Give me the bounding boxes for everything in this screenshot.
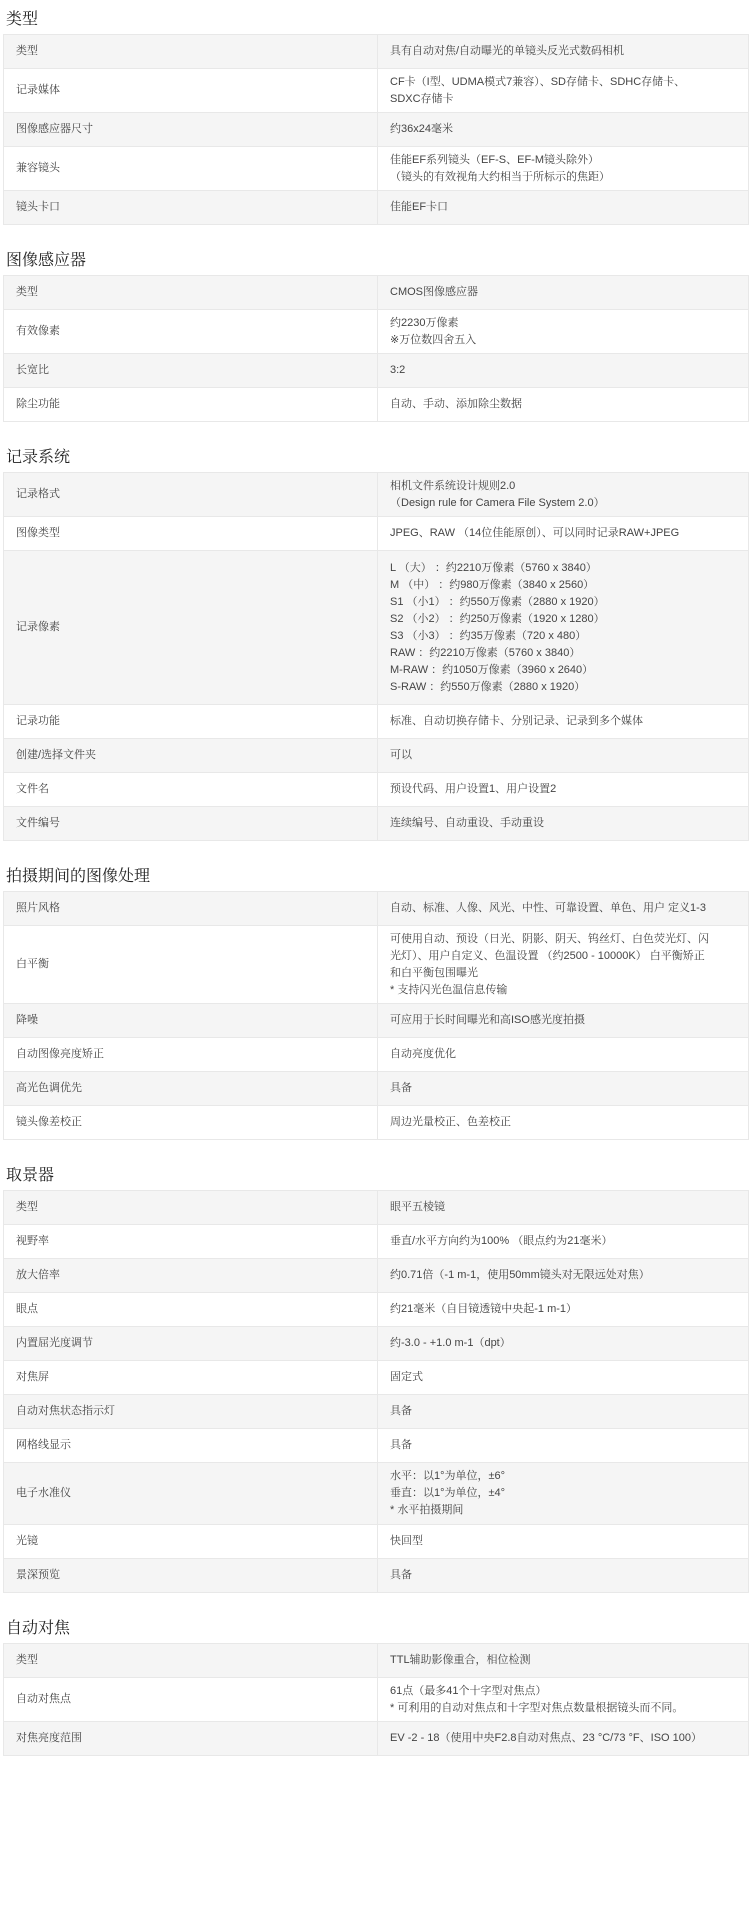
spec-label: 对焦屏: [4, 1361, 378, 1395]
spec-label: 类型: [4, 1191, 378, 1225]
spec-value-line: 标准、自动切换存储卡、分别记录、记录到多个媒体: [390, 715, 643, 727]
spec-label: 照片风格: [4, 892, 378, 926]
spec-value: [378, 517, 749, 551]
spec-value: [378, 1722, 749, 1756]
spec-value-line: （Design rule for Camera File System 2.0）: [390, 496, 605, 509]
spec-row: [4, 1038, 749, 1072]
section-gap: [0, 1593, 750, 1609]
spec-row: [4, 773, 749, 807]
spec-value: [378, 35, 749, 69]
spec-value: [378, 1225, 749, 1259]
spec-value-line: 固定式: [390, 1371, 423, 1383]
spec-value-line: 具备: [390, 1405, 412, 1417]
spec-value-line: ※万位数四舍五入: [390, 333, 477, 346]
spec-value-line: 可以: [390, 749, 412, 761]
spec-value-line: 具备: [390, 1439, 412, 1451]
spec-label: 白平衡: [4, 926, 378, 1004]
spec-value-line: JPEG、RAW （14位佳能原创）、可以同时记录RAW+JPEG: [390, 527, 680, 539]
spec-row: [4, 35, 749, 69]
spec-label: 对焦亮度范围: [4, 1722, 378, 1756]
spec-value: [378, 1293, 749, 1327]
spec-row: [4, 517, 749, 551]
spec-value-line: 自动、手动、添加除尘数据: [390, 398, 522, 410]
spec-row: [4, 705, 749, 739]
spec-value: [378, 1559, 749, 1593]
spec-row: [4, 276, 749, 310]
spec-label: 创建/选择文件夹: [4, 739, 378, 773]
spec-value-line: S1 （小1） ：约550万像素（2880 x 1920）: [390, 595, 605, 608]
spec-value-line: 约-3.0 - +1.0 m-1（dpt）: [390, 1337, 511, 1349]
section-title: 取景器: [6, 1167, 55, 1184]
spec-row: [4, 69, 749, 113]
spec-label: 内置屈光度调节: [4, 1327, 378, 1361]
spec-value-line: CMOS图像感应器: [390, 286, 478, 298]
spec-label: 图像类型: [4, 517, 378, 551]
spec-label: 图像感应器尺寸: [4, 113, 378, 147]
spec-value-line: 约21毫米（自目镜透镜中央起-1 m-1）: [390, 1303, 578, 1315]
spec-label: 类型: [4, 276, 378, 310]
spec-value: [378, 807, 749, 841]
spec-label: 记录媒体: [4, 69, 378, 113]
spec-label: 类型: [4, 35, 378, 69]
spec-value-line: 具备: [390, 1569, 412, 1581]
spec-value-line: S3 （小3） ：约35万像素（720 x 480）: [390, 629, 587, 642]
spec-value: [378, 1644, 749, 1678]
section-gap: [0, 225, 750, 241]
spec-value-line: 自动亮度优化: [390, 1048, 456, 1060]
spec-row: [4, 191, 749, 225]
spec-value-line: L （大） ：约2210万像素（5760 x 3840）: [390, 561, 597, 574]
spec-value-line: 垂直/水平方向约为100% （眼点约为21毫米）: [390, 1235, 613, 1247]
spec-table: [3, 1190, 749, 1593]
spec-value: [378, 113, 749, 147]
spec-label: 镜头像差校正: [4, 1106, 378, 1140]
spec-value: [378, 310, 749, 354]
spec-row: [4, 147, 749, 191]
spec-label: 类型: [4, 1644, 378, 1678]
spec-row: [4, 1644, 749, 1678]
spec-row: [4, 1429, 749, 1463]
spec-value: [378, 1106, 749, 1140]
spec-value-line: CF卡（I型、UDMA模式7兼容）、SD存储卡、SDHC存储卡、: [390, 75, 686, 88]
spec-table: [3, 472, 749, 841]
spec-value: [378, 1463, 749, 1525]
spec-row: [4, 1361, 749, 1395]
spec-value-line: SDXC存储卡: [390, 92, 454, 105]
spec-label: 自动对焦点: [4, 1678, 378, 1722]
spec-label: 文件名: [4, 773, 378, 807]
spec-row: [4, 551, 749, 705]
spec-table: [3, 275, 749, 422]
spec-label: 长宽比: [4, 354, 378, 388]
section-title: 图像感应器: [6, 252, 87, 269]
section-title: 类型: [6, 11, 39, 28]
spec-label: 景深预览: [4, 1559, 378, 1593]
spec-label: 镜头卡口: [4, 191, 378, 225]
spec-table: [3, 891, 749, 1140]
spec-value-line: 连续编号、自动重设、手动重设: [390, 817, 544, 829]
spec-value-line: 约0.71倍（-1 m-1，使用50mm镜头对无限远处对焦）: [390, 1269, 650, 1281]
spec-value-line: 3:2: [390, 364, 406, 376]
spec-value-line: 相机文件系统设计规则2.0: [390, 479, 516, 492]
spec-value-line: EV -2 - 18（使用中央F2.8自动对焦点、23 °C/73 °F、ISO 100）: [390, 1732, 702, 1744]
spec-row: [4, 354, 749, 388]
spec-value-line: S2 （小2） ：约250万像素（1920 x 1280）: [390, 612, 605, 625]
spec-row: [4, 310, 749, 354]
spec-value-line: 水平：以1°为单位，±6°: [390, 1470, 506, 1482]
spec-value: [378, 1525, 749, 1559]
spec-value-line: 眼平五棱镜: [390, 1201, 445, 1213]
spec-value: [378, 1259, 749, 1293]
spec-value-line: M-RAW ：约1050万像素（3960 x 2640）: [390, 663, 594, 676]
spec-row: [4, 926, 749, 1004]
spec-row: [4, 1225, 749, 1259]
spec-table: [3, 1643, 749, 1756]
spec-value-line: S-RAW ：约550万像素（2880 x 1920）: [390, 680, 586, 693]
spec-label: 文件编号: [4, 807, 378, 841]
spec-row: [4, 1191, 749, 1225]
section-title: 自动对焦: [6, 1620, 71, 1637]
spec-value: [378, 892, 749, 926]
spec-row: [4, 388, 749, 422]
spec-label: 光镜: [4, 1525, 378, 1559]
spec-label: 记录像素: [4, 551, 378, 705]
spec-value-line: * 水平拍摄期间: [390, 1504, 464, 1516]
spec-value-line: RAW ：约2210万像素（5760 x 3840）: [390, 646, 581, 659]
spec-row: [4, 1525, 749, 1559]
spec-value: [378, 1678, 749, 1722]
spec-value-line: 佳能EF卡口: [390, 201, 449, 213]
spec-label: 除尘功能: [4, 388, 378, 422]
spec-value-line: 约2230万像素: [390, 316, 459, 329]
spec-row: [4, 113, 749, 147]
spec-label: 记录功能: [4, 705, 378, 739]
spec-value-line: 可应用于长时间曝光和高ISO感光度拍摄: [390, 1014, 585, 1026]
spec-row: [4, 1072, 749, 1106]
spec-value-line: 垂直：以1°为单位，±4°: [390, 1487, 506, 1499]
spec-label: 高光色调优先: [4, 1072, 378, 1106]
spec-row: [4, 1463, 749, 1525]
spec-label: 兼容镜头: [4, 147, 378, 191]
spec-row: [4, 1678, 749, 1722]
spec-value: [378, 1327, 749, 1361]
spec-value: [378, 926, 749, 1004]
spec-row: [4, 473, 749, 517]
spec-value: [378, 551, 749, 705]
spec-value: [378, 1038, 749, 1072]
spec-value-line: 周边光量校正、色差校正: [390, 1116, 511, 1128]
spec-value: [378, 354, 749, 388]
spec-value-line: 自动、标准、人像、风光、中性、可靠设置、单色、用户 定义1-3: [390, 902, 706, 914]
spec-value: [378, 773, 749, 807]
spec-row: [4, 1722, 749, 1756]
spec-value: [378, 69, 749, 113]
spec-value: [378, 388, 749, 422]
spec-value-line: M （中） ：约980万像素（3840 x 2560）: [390, 578, 595, 591]
spec-label: 放大倍率: [4, 1259, 378, 1293]
spec-label: 有效像素: [4, 310, 378, 354]
spec-table: [3, 34, 749, 225]
spec-value-line: * 支持闪光色温信息传输: [390, 983, 508, 996]
spec-row: [4, 1395, 749, 1429]
spec-value-line: 约36x24毫米: [390, 123, 453, 135]
spec-value-line: 具有自动对焦/自动曝光的单镜头反光式数码相机: [390, 45, 625, 57]
spec-value-line: （镜头的有效视角大约相当于所标示的焦距）: [390, 170, 610, 183]
section-gap: [0, 422, 750, 438]
spec-value: [378, 191, 749, 225]
spec-value-line: TTL辅助影像重合，相位检测: [390, 1654, 531, 1666]
spec-value-line: 佳能EF系列镜头（EF-S、EF-M镜头除外）: [390, 153, 599, 166]
section-title: 拍摄期间的图像处理: [6, 868, 151, 885]
spec-label: 自动图像亮度矫正: [4, 1038, 378, 1072]
spec-value-line: 具备: [390, 1082, 412, 1094]
spec-row: [4, 1559, 749, 1593]
spec-value-line: 和白平衡包围曝光: [390, 966, 478, 979]
spec-label: 记录格式: [4, 473, 378, 517]
spec-value: [378, 1395, 749, 1429]
spec-row: [4, 1293, 749, 1327]
spec-value: [378, 1361, 749, 1395]
spec-row: [4, 807, 749, 841]
spec-value: [378, 739, 749, 773]
spec-label: 自动对焦状态指示灯: [4, 1395, 378, 1429]
spec-label: 眼点: [4, 1293, 378, 1327]
spec-value: [378, 147, 749, 191]
spec-value: [378, 1191, 749, 1225]
spec-row: [4, 1327, 749, 1361]
spec-value: [378, 705, 749, 739]
spec-value-line: 预设代码、用户设置1、用户设置2: [390, 783, 557, 795]
section-gap: [0, 841, 750, 857]
spec-value-line: 快回型: [390, 1535, 423, 1547]
spec-row: [4, 1106, 749, 1140]
section-gap: [0, 1140, 750, 1156]
spec-label: 网格线显示: [4, 1429, 378, 1463]
spec-row: [4, 1259, 749, 1293]
spec-row: [4, 892, 749, 926]
spec-value-line: 光灯）、用户自定义、色温设置 （约2500 - 10000K） 白平衡矫正: [390, 949, 705, 962]
spec-label: 电子水准仪: [4, 1463, 378, 1525]
spec-row: [4, 1004, 749, 1038]
spec-value: [378, 473, 749, 517]
section-title: 记录系统: [6, 449, 71, 466]
spec-value-line: * 可利用的自动对焦点和十字型对焦点数量根据镜头而不同。: [390, 1701, 684, 1714]
spec-label: 降噪: [4, 1004, 378, 1038]
spec-value: [378, 276, 749, 310]
spec-value: [378, 1072, 749, 1106]
spec-value-line: 可使用自动、预设（日光、阴影、阴天、钨丝灯、白色荧光灯、闪: [390, 932, 709, 945]
spec-value: [378, 1004, 749, 1038]
spec-value: [378, 1429, 749, 1463]
spec-value-line: 61点（最多41个十字型对焦点）: [390, 1684, 547, 1697]
spec-row: [4, 739, 749, 773]
spec-label: 视野率: [4, 1225, 378, 1259]
